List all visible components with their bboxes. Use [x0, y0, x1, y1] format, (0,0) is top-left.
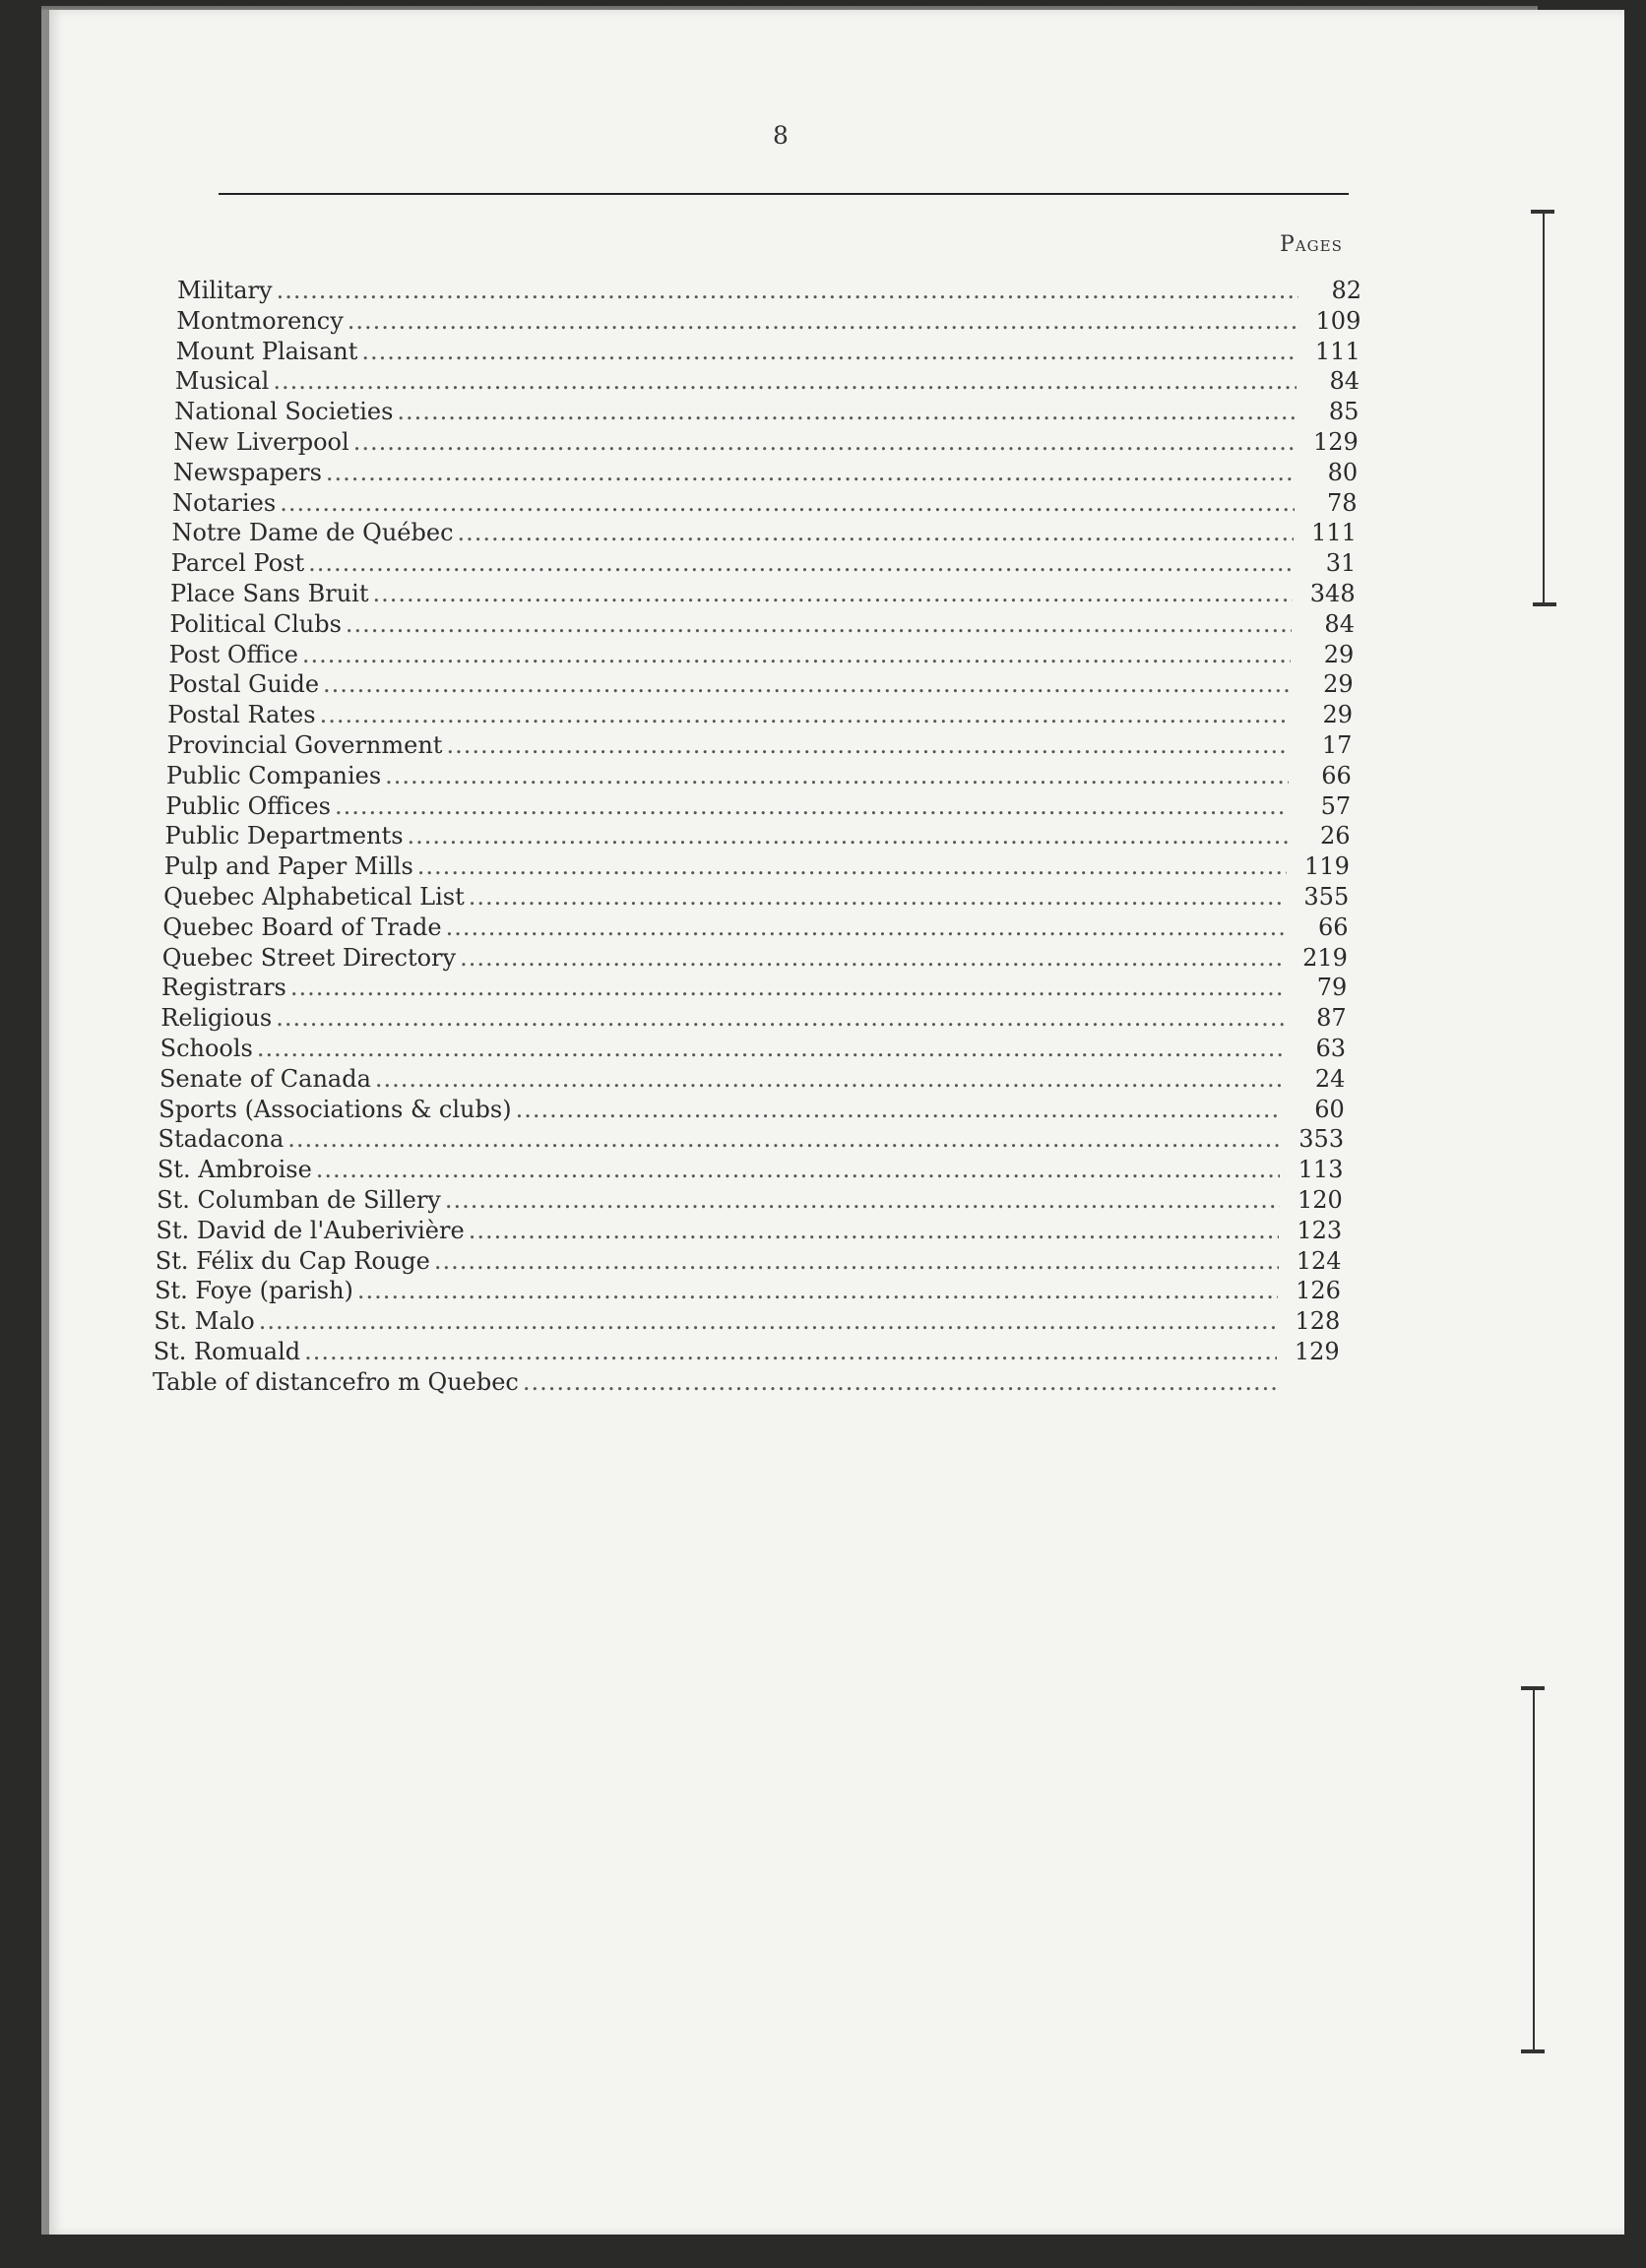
- toc-entry-page: 348: [1309, 580, 1356, 607]
- toc-entry-label: Notaries: [172, 488, 277, 517]
- toc-entry-page: 29: [1323, 640, 1355, 668]
- toc-entry-page: 57: [1320, 791, 1352, 820]
- toc-entry-page: 29: [1323, 670, 1354, 699]
- toc-entry-page: 128: [1295, 1307, 1341, 1336]
- dot-leader: [446, 913, 1286, 942]
- toc-entry-page: 126: [1296, 1277, 1341, 1305]
- toc-entry-page: 17: [1321, 731, 1353, 759]
- toc-entry-page: 60: [1314, 1095, 1345, 1123]
- dot-leader: [348, 306, 1298, 336]
- toc-entry: [175, 366, 1360, 396]
- toc-entry-label: Place Sans Bruit: [170, 580, 369, 607]
- toc-entry-label: Pulp and Paper Mills: [163, 852, 413, 881]
- toc-entry-label: Public Companies: [165, 761, 382, 789]
- dot-leader: [469, 1216, 1280, 1245]
- toc-entry: [170, 579, 1356, 608]
- toc-entry-page: 219: [1302, 943, 1348, 972]
- toc-entry: [163, 882, 1349, 912]
- dot-leader: [320, 700, 1290, 729]
- toc-entry-label: Schools: [159, 1035, 253, 1062]
- toc-entry: [156, 1246, 1342, 1276]
- toc-entry-label: Parcel Post: [170, 549, 305, 578]
- toc-entry: [171, 518, 1356, 547]
- dot-leader: [397, 397, 1296, 426]
- toc-entry: [165, 821, 1351, 850]
- toc-entry: [154, 1306, 1340, 1336]
- toc-entry: [162, 913, 1348, 942]
- toc-entry: [161, 973, 1347, 1002]
- dot-leader: [290, 973, 1284, 1002]
- dot-leader: [308, 548, 1293, 578]
- toc-entry-page: 79: [1316, 974, 1348, 1002]
- toc-entry-page: 31: [1325, 549, 1357, 578]
- dot-leader: [302, 640, 1291, 669]
- toc-entry: [174, 427, 1359, 457]
- dot-leader: [357, 1276, 1278, 1305]
- toc-entry-label: Public Departments: [164, 822, 404, 850]
- toc-entry-label: Table of distancefro m Quebec: [153, 1367, 519, 1396]
- dot-leader: [273, 366, 1297, 396]
- dot-leader: [316, 1155, 1281, 1184]
- toc-entry-label: Notre Dame de Québec: [171, 519, 454, 547]
- toc-entry-label: Stadacona: [158, 1125, 285, 1154]
- toc-entry-page: 111: [1311, 519, 1357, 547]
- toc-entry-label: St. Foye (parish): [155, 1277, 353, 1305]
- toc-entry-label: Sports (Associations & clubs): [158, 1095, 512, 1123]
- dot-leader: [335, 791, 1288, 821]
- toc-entry-page: 111: [1314, 337, 1361, 365]
- toc-entry-page: 129: [1312, 428, 1359, 456]
- dot-leader: [417, 851, 1287, 881]
- toc-entry-label: St. Ambroise: [157, 1156, 312, 1184]
- toc-entry-page: 123: [1297, 1216, 1343, 1244]
- toc-entry-page: 85: [1328, 398, 1360, 426]
- toc-entry-page: 29: [1322, 701, 1354, 729]
- toc-entry-label: Senate of Canada: [158, 1064, 371, 1093]
- toc-entry-label: St. David de l'Auberivière: [156, 1216, 465, 1244]
- page-number: 8: [773, 121, 789, 150]
- toc-entry-page: 66: [1321, 761, 1352, 789]
- toc-entry-label: Post Office: [168, 640, 298, 668]
- pages-column-heading: Pages: [1280, 232, 1343, 257]
- toc-entry-page: 84: [1329, 367, 1361, 396]
- toc-entry-page: 63: [1315, 1035, 1346, 1062]
- toc-entry: [160, 1003, 1346, 1033]
- dot-leader: [469, 882, 1286, 912]
- toc-entry-page: 113: [1298, 1156, 1344, 1184]
- toc-entry: [171, 548, 1357, 578]
- dot-leader: [445, 1185, 1280, 1215]
- toc-entry-label: Quebec Street Directory: [161, 943, 457, 972]
- toc-entry-page: 109: [1315, 306, 1361, 335]
- dot-leader: [458, 518, 1294, 547]
- toc-entry: [159, 1064, 1345, 1094]
- toc-entry-page: 119: [1304, 852, 1350, 881]
- toc-entry-label: Postal Rates: [167, 701, 316, 729]
- dot-leader: [460, 943, 1285, 973]
- toc-entry: [158, 1155, 1344, 1184]
- toc-entry: [160, 1034, 1346, 1063]
- toc-entry-label: Quebec Board of Trade: [162, 913, 442, 941]
- dot-leader: [361, 337, 1297, 366]
- toc-entry-page: 26: [1319, 822, 1351, 850]
- toc-entry-page: 353: [1298, 1125, 1345, 1154]
- dot-leader: [434, 1246, 1279, 1276]
- toc-entry-label: National Societies: [174, 398, 394, 426]
- toc-entry-page: 82: [1331, 277, 1361, 304]
- dot-leader: [280, 488, 1294, 518]
- toc-entry-page: 84: [1324, 609, 1355, 638]
- toc-entry-page: 124: [1296, 1246, 1342, 1275]
- toc-entry: [164, 851, 1350, 881]
- toc-entry-label: Postal Guide: [167, 670, 320, 699]
- toc-entry: [174, 397, 1359, 426]
- toc-entry: [157, 1185, 1343, 1215]
- dot-leader: [259, 1306, 1278, 1336]
- toc-entry-page: 129: [1294, 1338, 1340, 1365]
- toc-entry-label: St. Romuald: [153, 1338, 301, 1365]
- toc-entry-label: New Liverpool: [173, 428, 349, 456]
- dot-leader: [323, 669, 1291, 699]
- toc-entry: [154, 1337, 1340, 1366]
- dot-leader: [304, 1337, 1277, 1366]
- toc-entry: [155, 1276, 1341, 1305]
- dot-leader: [373, 579, 1293, 608]
- toc-entry-label: Musical: [174, 367, 270, 396]
- toc-entry: [158, 1124, 1345, 1154]
- toc-entry: [169, 640, 1355, 669]
- toc-entry-label: St. Félix du Cap Rouge: [155, 1246, 430, 1275]
- dot-leader: [276, 1003, 1283, 1033]
- toc-entry-label: St. Malo: [154, 1307, 255, 1336]
- toc-entry: [167, 700, 1353, 729]
- dot-leader: [326, 458, 1295, 487]
- toc-entry-page: 80: [1327, 458, 1359, 486]
- toc-entry-label: Provincial Government: [166, 731, 443, 759]
- toc-entry: [158, 1095, 1345, 1124]
- toc-entry-page: 24: [1314, 1064, 1346, 1093]
- toc-entry-label: Mount Plaisant: [175, 337, 358, 365]
- dot-leader: [257, 1034, 1283, 1063]
- toc-entry: [153, 1367, 1339, 1397]
- toc-entry: [165, 791, 1351, 821]
- dot-leader: [385, 761, 1289, 790]
- toc-entry: [176, 306, 1361, 336]
- dot-leader: [353, 427, 1296, 457]
- toc-entry-page: 120: [1298, 1186, 1343, 1214]
- toc-entry-label: Public Offices: [165, 791, 331, 820]
- header-rule: [219, 193, 1349, 195]
- toc-entry: [167, 730, 1353, 760]
- toc-entry-page: 355: [1303, 883, 1350, 911]
- dot-leader: [408, 821, 1288, 850]
- toc-entry-page: 78: [1326, 488, 1358, 517]
- dot-leader: [446, 730, 1289, 760]
- toc-entry-label: Religious: [160, 1004, 273, 1033]
- dot-leader: [287, 1124, 1281, 1154]
- toc-entry-page: 66: [1318, 913, 1349, 941]
- dot-leader: [277, 276, 1298, 305]
- toc-entry-label: Political Clubs: [169, 609, 342, 638]
- dot-leader: [375, 1064, 1282, 1094]
- dot-leader: [346, 609, 1292, 639]
- dot-leader: [523, 1367, 1276, 1397]
- toc-entry: [176, 337, 1361, 366]
- toc-entry: [162, 943, 1348, 973]
- toc-entry-label: Military: [177, 277, 273, 304]
- toc-entry-label: Registrars: [161, 974, 286, 1002]
- toc-entry-label: Quebec Alphabetical List: [163, 883, 465, 911]
- toc-entry: [169, 609, 1355, 639]
- dot-leader: [516, 1095, 1282, 1124]
- toc-entry-label: St. Columban de Sillery: [157, 1186, 441, 1214]
- toc-entry: [177, 276, 1361, 305]
- toc-entry-label: Montmorency: [176, 306, 344, 335]
- toc-entry: [172, 488, 1357, 518]
- toc-entry: [168, 669, 1354, 699]
- toc-entry: [156, 1216, 1342, 1245]
- toc-entry: [166, 761, 1352, 790]
- toc-entry: [173, 458, 1358, 487]
- toc-entry-page: 87: [1316, 1004, 1347, 1033]
- toc-entry-label: Newspapers: [172, 458, 322, 486]
